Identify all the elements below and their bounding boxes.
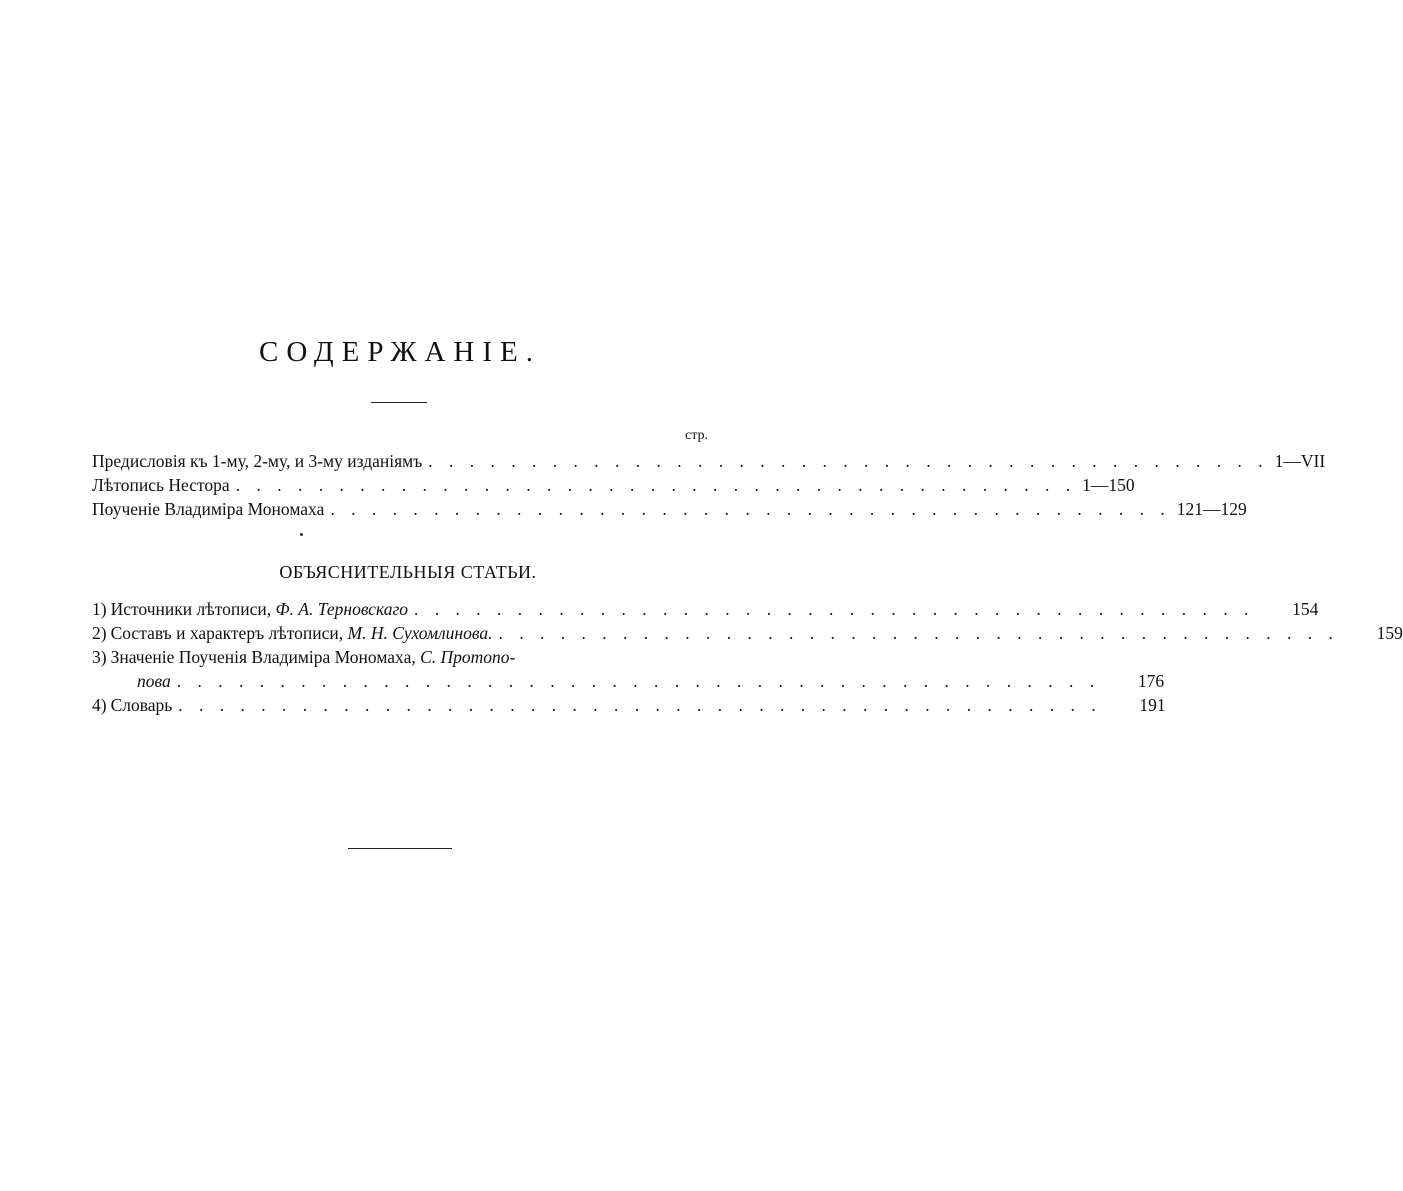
section-title: ОБЪЯСНИТЕЛЬНЫЯ СТАТЬИ. <box>279 562 537 582</box>
article-author: М. Н. Сухомлинова. <box>347 623 493 643</box>
leader-dots: . . . . . . . . . . . . . . . . . . . . . . . . . . . . . . . . . . . . . . . . . <box>428 451 1269 471</box>
article-entry <box>92 646 708 668</box>
article-pages: 159 <box>1376 623 1403 643</box>
article-text: Источники лѣтописи, <box>110 599 272 619</box>
article-author: Ф. А. Терновскаго <box>275 599 409 619</box>
article-continuation: пова <box>137 671 171 691</box>
article-pages: 176 <box>1137 671 1165 691</box>
stray-dot <box>300 533 303 536</box>
article-number: 3) <box>92 647 107 667</box>
leader-dots: . . . . . . . . . . . . . . . . . . . . . . . . . . . . . . . . . . . . . . . . . <box>330 499 1171 519</box>
toc-entry <box>92 450 1326 472</box>
toc-entry-pages: 121—129 <box>1176 499 1247 519</box>
toc-entry-label: Лѣтопись Нестора <box>92 475 230 495</box>
article-author: С. Протопо- <box>420 647 516 667</box>
article-pages: 191 <box>1139 695 1166 715</box>
article-label <box>92 622 492 644</box>
leader-dots: . . . . . . . . . . . . . . . . . . . . . . . . . . . . . . . . . . . . . . . . . <box>414 599 1255 619</box>
closing-rule <box>348 848 452 849</box>
title-divider <box>371 402 427 403</box>
page-column-header: стр. <box>684 428 708 443</box>
article-number: 4) <box>92 695 107 715</box>
article-text: Составъ и характеръ лѣтописи, <box>110 623 344 643</box>
article-number: 2) <box>92 623 107 643</box>
article-entry <box>92 622 1403 644</box>
leader-dots: . . . . . . . . . . . . . . . . . . . . . . . . . . . . . . . . . . . . . . . . . <box>498 623 1339 643</box>
article-entry-continuation <box>137 670 1165 692</box>
toc-entry-pages: 1—150 <box>1082 475 1135 495</box>
article-text: Значеніе Поученія Владиміра Мономаха, <box>110 647 416 667</box>
leader-dots: . . . . . . . . . . . . . . . . . . . . . . . . . . . . . . . . . . . . . . . . . <box>235 475 1077 495</box>
article-label <box>92 598 408 620</box>
toc-entry-pages: 1—VII <box>1274 451 1326 471</box>
toc-entry <box>92 474 1135 496</box>
article-entry <box>92 694 1166 716</box>
leader-dots: . . . . . . . . . . . . . . . . . . . . . . . . . . . . . . . . . . . . . . . . . . . . . <box>176 671 1101 691</box>
toc-entry-label: Поученіе Владиміра Мономаха <box>92 499 325 519</box>
page-title: СОДЕРЖАНІЕ. <box>259 336 541 368</box>
toc-entry <box>92 498 1247 520</box>
article-label <box>92 646 515 668</box>
article-number: 1) <box>92 599 107 619</box>
leader-dots: . . . . . . . . . . . . . . . . . . . . . . . . . . . . . . . . . . . . . . . . . . . . . <box>178 695 1102 715</box>
article-text: Словарь <box>110 695 173 715</box>
toc-entry-label: Предисловія къ 1-му, 2-му, и 3-му изданіямъ <box>92 451 423 471</box>
article-entry <box>92 598 1319 620</box>
article-pages: 154 <box>1292 599 1319 619</box>
article-label <box>92 694 172 716</box>
